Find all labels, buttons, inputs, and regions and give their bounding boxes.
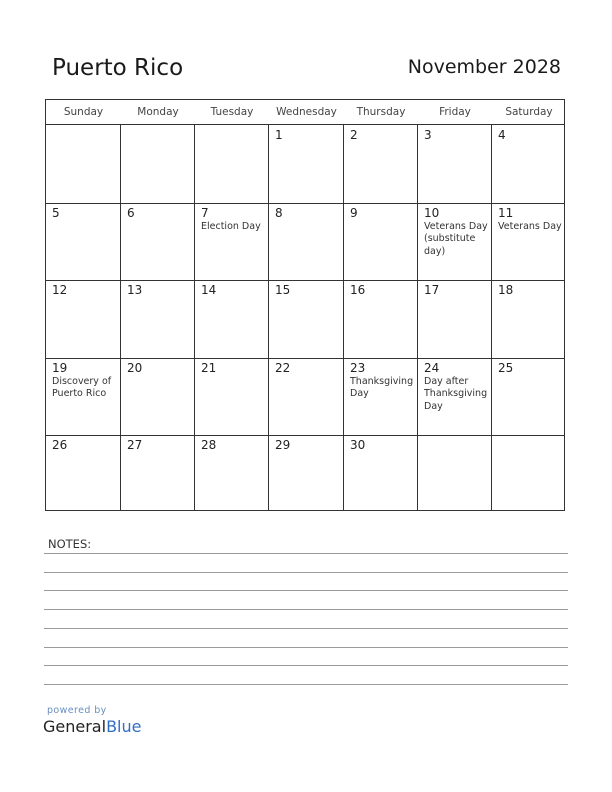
note-line xyxy=(44,628,568,629)
day-cell xyxy=(121,435,195,511)
weekday-sunday: Sunday xyxy=(63,106,104,118)
week-row xyxy=(46,203,564,282)
month-year-title: November 2028 xyxy=(407,56,561,78)
day-cell xyxy=(344,203,418,281)
day-number: 28 xyxy=(201,438,217,452)
day-number: 4 xyxy=(498,128,506,142)
day-cell xyxy=(46,203,121,281)
day-cell xyxy=(121,203,195,281)
day-number: 5 xyxy=(52,205,60,220)
weekday-wednesday: Wednesday xyxy=(276,106,337,118)
day-number: 12 xyxy=(52,283,68,297)
day-cell xyxy=(418,125,492,203)
week-row xyxy=(46,280,564,359)
day-number: 30 xyxy=(350,438,366,452)
day-cell xyxy=(46,435,121,511)
weekday-friday: Friday xyxy=(439,106,471,118)
day-number: 17 xyxy=(424,283,440,297)
country-title: Puerto Rico xyxy=(52,55,184,81)
day-number: 11 xyxy=(498,205,514,220)
day-cell xyxy=(492,125,566,203)
day-number: 21 xyxy=(201,360,217,375)
day-cell xyxy=(269,203,344,281)
note-line xyxy=(44,572,568,573)
holiday-label: Election Day xyxy=(201,220,261,232)
day-cell xyxy=(195,280,269,358)
day-number: 14 xyxy=(201,283,217,297)
day-number: 26 xyxy=(52,438,68,452)
day-number: 23 xyxy=(350,360,366,375)
day-cell xyxy=(492,280,566,358)
holiday-label: Day after Thanksgiving Day xyxy=(424,375,488,412)
day-cell xyxy=(195,203,269,281)
day-number: 19 xyxy=(52,360,68,375)
day-cell xyxy=(46,280,121,358)
day-number: 27 xyxy=(127,438,143,452)
day-number: 15 xyxy=(275,283,291,297)
day-cell xyxy=(121,358,195,436)
note-line xyxy=(44,665,568,666)
note-line xyxy=(44,609,568,610)
day-number: 8 xyxy=(275,205,283,220)
day-number: 29 xyxy=(275,438,291,452)
day-cell xyxy=(344,125,418,203)
day-cell xyxy=(195,125,269,203)
day-cell xyxy=(269,435,344,511)
weekday-monday: Monday xyxy=(137,106,179,118)
day-number: 6 xyxy=(127,205,135,220)
notes-label: NOTES: xyxy=(48,537,92,551)
week-row xyxy=(46,435,564,511)
note-line xyxy=(44,553,568,554)
day-cell xyxy=(492,435,566,511)
calendar-grid xyxy=(45,99,565,511)
day-cell xyxy=(344,358,418,436)
day-cell xyxy=(269,358,344,436)
day-cell xyxy=(195,435,269,511)
day-cell xyxy=(269,125,344,203)
day-cell xyxy=(418,358,492,436)
day-cell xyxy=(269,280,344,358)
day-cell xyxy=(121,280,195,358)
day-number: 10 xyxy=(424,205,440,220)
note-line xyxy=(44,684,568,685)
holiday-label: Thanksgiving Day xyxy=(350,375,414,399)
day-cell xyxy=(418,203,492,281)
day-cell xyxy=(46,125,121,203)
day-cell xyxy=(492,203,566,281)
day-number: 1 xyxy=(275,128,283,142)
day-cell xyxy=(344,435,418,511)
weekday-header-row xyxy=(46,100,564,125)
brand-general: General xyxy=(43,717,107,736)
day-number: 22 xyxy=(275,360,291,375)
generalblue-logo xyxy=(43,717,141,736)
day-cell xyxy=(46,358,121,436)
day-cell xyxy=(195,358,269,436)
day-number: 13 xyxy=(127,283,143,297)
brand-blue: Blue xyxy=(106,717,142,736)
powered-by-text: powered by xyxy=(47,705,107,716)
day-cell xyxy=(418,435,492,511)
day-number: 2 xyxy=(350,128,358,142)
day-number: 9 xyxy=(350,205,358,220)
holiday-label: Discovery of Puerto Rico xyxy=(52,375,112,399)
weekday-tuesday: Tuesday xyxy=(210,106,254,118)
day-number: 7 xyxy=(201,205,209,220)
week-row xyxy=(46,125,564,204)
day-cell xyxy=(418,280,492,358)
day-number: 20 xyxy=(127,360,143,375)
note-line xyxy=(44,590,568,591)
weekday-saturday: Saturday xyxy=(505,106,553,118)
note-line xyxy=(44,647,568,648)
day-number: 24 xyxy=(424,360,440,375)
holiday-label: Veterans Day (substitute day) xyxy=(424,220,488,257)
day-number: 3 xyxy=(424,128,432,142)
week-row xyxy=(46,358,564,437)
day-cell xyxy=(492,358,566,436)
day-number: 16 xyxy=(350,283,366,297)
day-cell xyxy=(344,280,418,358)
day-cell xyxy=(121,125,195,203)
day-number: 18 xyxy=(498,283,514,297)
weekday-thursday: Thursday xyxy=(356,106,406,118)
holiday-label: Veterans Day xyxy=(498,220,562,232)
day-number: 25 xyxy=(498,360,514,375)
